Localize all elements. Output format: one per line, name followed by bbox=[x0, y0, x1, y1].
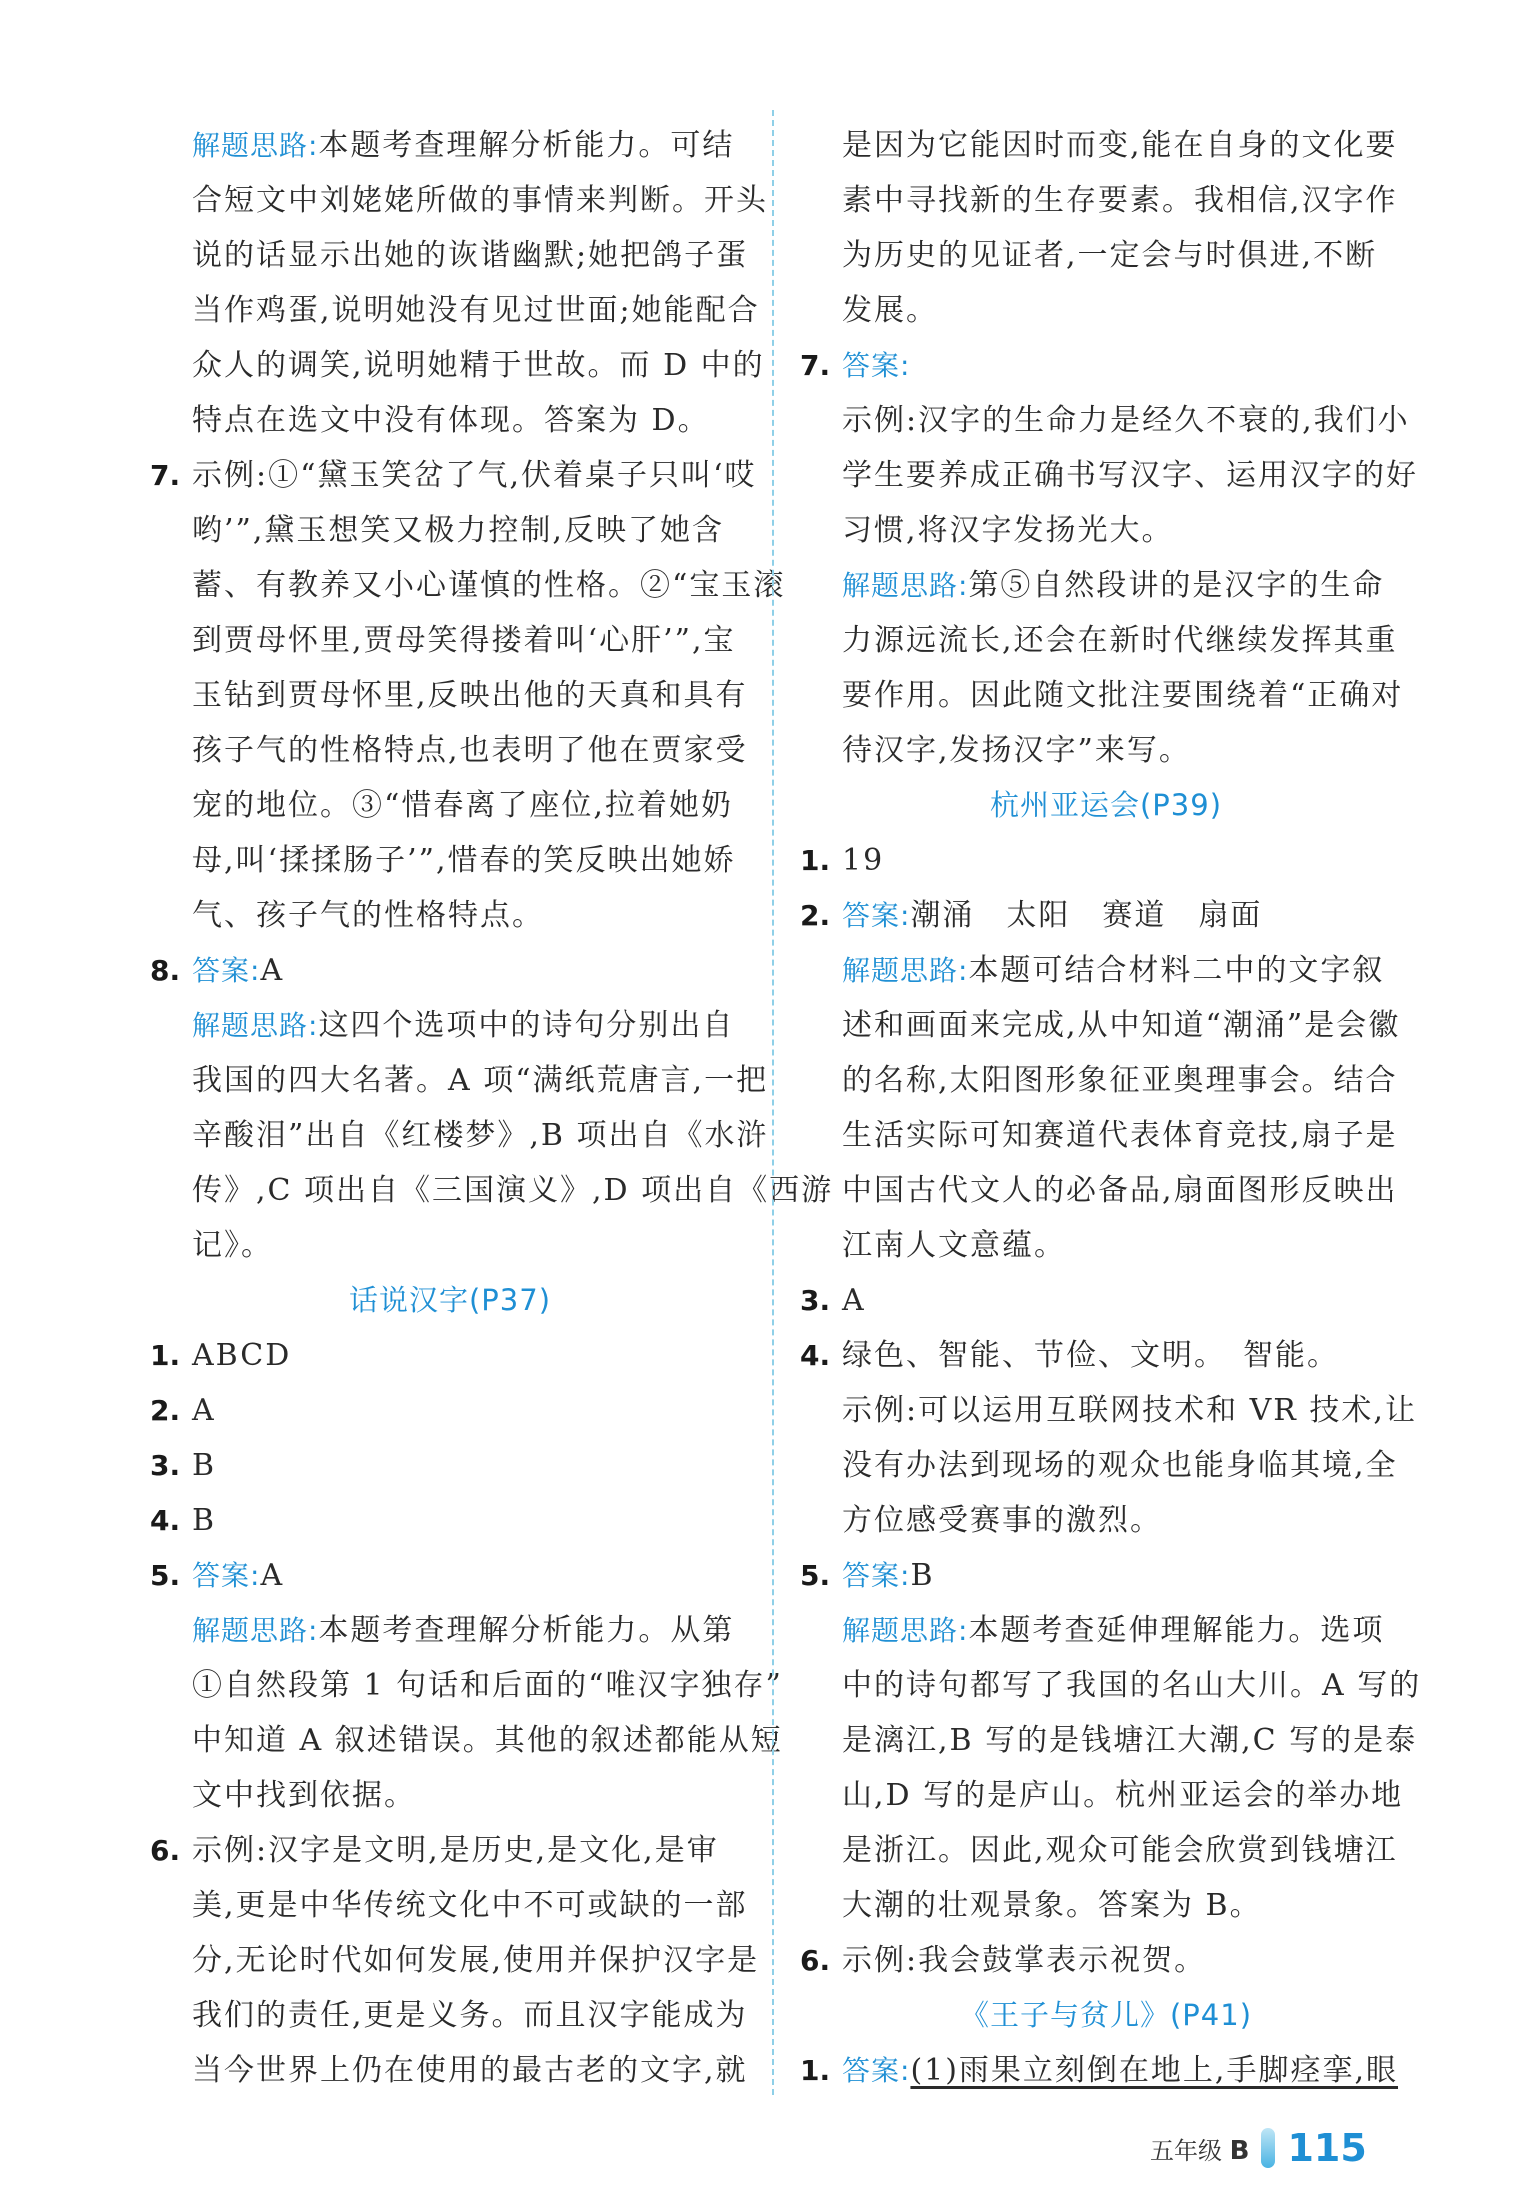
text-line bbox=[150, 1108, 769, 1163]
text-line bbox=[800, 1108, 1412, 1163]
text-line bbox=[800, 1603, 1412, 1658]
text-line bbox=[800, 613, 1412, 668]
line-text: 到贾母怀里,贾母笑得搂着叫‘心肝’”,宝 bbox=[192, 623, 736, 658]
line-text: 述和画面来完成,从中知道“潮涌”是会徽 bbox=[842, 1008, 1401, 1043]
line-text: 没有办法到现场的观众也能身临其境,全 bbox=[842, 1448, 1398, 1483]
text-line bbox=[800, 228, 1412, 283]
line-text: 示例:可以运用互联网技术和 VR 技术,让 bbox=[842, 1393, 1417, 1428]
question-line bbox=[800, 833, 1412, 888]
question-number: 3. bbox=[150, 1449, 181, 1482]
text-line bbox=[150, 1603, 750, 1658]
line-text: 要作用。因此随文批注要围绕着“正确对 bbox=[842, 678, 1404, 713]
line-text: 哟’”,黛玉想笑又极力控制,反映了她含 bbox=[192, 513, 724, 548]
line-text: A bbox=[192, 1393, 216, 1428]
text-line bbox=[150, 1053, 769, 1108]
text-line bbox=[150, 118, 750, 173]
text-line bbox=[800, 1768, 1412, 1823]
text-line bbox=[800, 503, 1412, 558]
line-text: 方位感受赛事的激烈。 bbox=[842, 1503, 1162, 1538]
line-text: 当作鸡蛋,说明她没有见过世面;她能配合 bbox=[192, 293, 760, 328]
line-text: 示例:汉字是文明,是历史,是文化,是审 bbox=[192, 1833, 719, 1868]
answer-label: 答案: bbox=[842, 1559, 911, 1592]
line-text: ABCD bbox=[192, 1338, 292, 1373]
question-number: 7. bbox=[800, 349, 831, 382]
question-number: 6. bbox=[800, 1944, 831, 1977]
line-text: 本题考查理解分析能力。从第 bbox=[318, 1613, 735, 1648]
line-text: 山,D 写的是庐山。杭州亚运会的举办地 bbox=[842, 1778, 1404, 1813]
column-divider bbox=[772, 110, 774, 2095]
line-text: 玉钻到贾母怀里,反映出他的天真和具有 bbox=[192, 678, 748, 713]
line-text: 本题可结合材料二中的文字叙 bbox=[968, 953, 1385, 988]
text-line bbox=[800, 283, 1412, 338]
text-line bbox=[800, 668, 1412, 723]
line-text: 是浙江。因此,观众可能会欣赏到钱塘江 bbox=[842, 1833, 1398, 1868]
text-line bbox=[150, 1658, 783, 1713]
section-title: 杭州亚运会(P39) bbox=[989, 788, 1223, 822]
page-number: 115 bbox=[1287, 2126, 1367, 2170]
text-line bbox=[150, 283, 760, 338]
line-text: 绿色、智能、节俭、文明。 智能。 bbox=[842, 1338, 1339, 1373]
question-number: 4. bbox=[800, 1339, 831, 1372]
text-line bbox=[800, 1823, 1412, 1878]
line-text: 记》。 bbox=[192, 1228, 273, 1263]
line-text: 的名称,太阳图形象征亚奥理事会。结合 bbox=[842, 1063, 1398, 1098]
line-text: 习惯,将汉字发扬光大。 bbox=[842, 513, 1174, 548]
line-text: 本题考查延伸理解能力。选项 bbox=[968, 1613, 1385, 1648]
text-line bbox=[150, 1988, 750, 2043]
text-line bbox=[150, 173, 768, 228]
line-text: 蓄、有教养又小心谨慎的性格。②“宝玉滚 bbox=[192, 568, 786, 603]
line-text: 母,叫‘揉揉肠子’”,惜春的笑反映出她娇 bbox=[192, 843, 736, 878]
text-line bbox=[800, 1438, 1412, 1493]
question-line bbox=[800, 338, 1412, 393]
line-text: 特点在选文中没有体现。答案为 D。 bbox=[192, 403, 710, 438]
question-line bbox=[150, 1328, 750, 1383]
series-letter: B bbox=[1229, 2135, 1250, 2166]
line-text: 是因为它能因时而变,能在自身的文化要 bbox=[842, 128, 1398, 163]
text-line bbox=[800, 1878, 1412, 1933]
text-line bbox=[800, 998, 1412, 1053]
line-text: 江南人文意蕴。 bbox=[842, 1228, 1066, 1263]
text-line bbox=[800, 448, 1418, 503]
line-text: 这四个选项中的诗句分别出自 bbox=[318, 1008, 735, 1043]
line-text: 孩子气的性格特点,也表明了他在贾家受 bbox=[192, 733, 748, 768]
line-text: A bbox=[260, 953, 285, 988]
section-title: 《王子与贫儿》(P41) bbox=[959, 1998, 1253, 2032]
line-text: 当今世界上仍在使用的最古老的文字,就 bbox=[192, 2053, 748, 2088]
question-number: 1. bbox=[800, 844, 831, 877]
answer-label: 答案: bbox=[192, 1559, 261, 1592]
line-text: 19 bbox=[842, 843, 885, 878]
text-line bbox=[800, 1053, 1412, 1108]
line-text: 气、孩子气的性格特点。 bbox=[192, 898, 544, 933]
line-text: (1)雨果立刻倒在地上,手脚痉挛,眼 bbox=[910, 2053, 1399, 2088]
text-line bbox=[800, 1163, 1412, 1218]
solution-label: 解题思路: bbox=[192, 129, 319, 162]
line-text: 说的话显示出她的诙谐幽默;她把鸽子蛋 bbox=[192, 238, 749, 273]
line-text: 众人的调笑,说明她精于世故。而 D 中的 bbox=[192, 348, 765, 383]
text-line bbox=[800, 173, 1412, 228]
question-line bbox=[800, 1548, 1412, 1603]
text-line bbox=[150, 723, 750, 778]
text-line bbox=[150, 613, 750, 668]
solution-label: 解题思路: bbox=[842, 569, 969, 602]
text-line bbox=[150, 1768, 750, 1823]
line-text: B bbox=[192, 1503, 217, 1538]
text-line bbox=[800, 558, 1412, 613]
question-line bbox=[150, 1548, 750, 1603]
question-number: 1. bbox=[800, 2054, 831, 2087]
line-text: 合短文中刘姥姥所做的事情来判断。开头 bbox=[192, 183, 768, 218]
line-text: A bbox=[260, 1558, 285, 1593]
text-line bbox=[150, 778, 750, 833]
line-text: 传》,C 项出自《三国演义》,D 项出自《西游 bbox=[192, 1173, 834, 1208]
grade-label bbox=[1150, 2131, 1249, 2166]
line-text: 文中找到依据。 bbox=[192, 1778, 416, 1813]
question-number: 2. bbox=[800, 899, 831, 932]
bookmark-icon bbox=[1261, 2128, 1275, 2168]
question-line bbox=[150, 1823, 750, 1878]
line-text: 素中寻找新的生存要素。我相信,汉字作 bbox=[842, 183, 1398, 218]
text-line bbox=[800, 118, 1412, 173]
answer-label: 答案: bbox=[842, 2054, 911, 2087]
text-line bbox=[150, 998, 750, 1053]
text-line bbox=[800, 1383, 1417, 1438]
grade-text: 五年级 bbox=[1150, 2136, 1222, 2165]
line-text: 中国古代文人的必备品,扇面图形反映出 bbox=[842, 1173, 1398, 1208]
line-text: 为历史的见证者,一定会与时俱进,不断 bbox=[842, 238, 1378, 273]
text-line bbox=[800, 393, 1412, 448]
question-number: 5. bbox=[800, 1559, 831, 1592]
question-number: 4. bbox=[150, 1504, 181, 1537]
question-number: 8. bbox=[150, 954, 181, 987]
answer-label: 答案: bbox=[842, 349, 911, 382]
question-number: 5. bbox=[150, 1559, 181, 1592]
solution-label: 解题思路: bbox=[192, 1614, 319, 1647]
line-text: 是漓江,B 写的是钱塘江大潮,C 写的是泰 bbox=[842, 1723, 1418, 1758]
line-text: 分,无论时代如何发展,使用并保护汉字是 bbox=[192, 1943, 760, 1978]
text-line bbox=[150, 393, 750, 448]
question-line bbox=[150, 943, 750, 998]
line-text: 示例:①“黛玉笑岔了气,伏着桌子只叫‘哎 bbox=[192, 458, 757, 493]
text-line bbox=[150, 833, 750, 888]
text-line bbox=[150, 1163, 834, 1218]
question-number: 1. bbox=[150, 1339, 181, 1372]
line-text: 第⑤自然段讲的是汉字的生命 bbox=[968, 568, 1385, 603]
text-line bbox=[800, 1713, 1418, 1768]
line-text: 力源远流长,还会在新时代继续发挥其重 bbox=[842, 623, 1398, 658]
question-line bbox=[150, 1383, 750, 1438]
line-text: 辛酸泪”出自《红楼梦》,B 项出自《水浒 bbox=[192, 1118, 769, 1153]
line-text: A bbox=[842, 1283, 866, 1318]
line-text: B bbox=[192, 1448, 217, 1483]
line-text: 大潮的壮观景象。答案为 B。 bbox=[842, 1888, 1262, 1923]
text-line bbox=[150, 338, 765, 393]
page-footer bbox=[1150, 2123, 1367, 2173]
text-line bbox=[150, 1878, 750, 1933]
solution-label: 解题思路: bbox=[842, 954, 969, 987]
question-number: 2. bbox=[150, 1394, 181, 1427]
text-line bbox=[800, 943, 1412, 998]
line-text: 生活实际可知赛道代表体育竞技,扇子是 bbox=[842, 1118, 1398, 1153]
right-column bbox=[800, 118, 1422, 2098]
section-title: 话说汉字(P37) bbox=[348, 1283, 552, 1317]
text-line bbox=[150, 2043, 750, 2098]
line-text: 本题考查理解分析能力。可结 bbox=[318, 128, 735, 163]
line-text: 我国的四大名著。A 项“满纸荒唐言,一把 bbox=[192, 1063, 769, 1098]
answer-label: 答案: bbox=[842, 899, 911, 932]
text-line bbox=[150, 503, 750, 558]
text-line bbox=[150, 668, 750, 723]
line-text: 宠的地位。③“惜春离了座位,拉着她奶 bbox=[192, 788, 733, 823]
question-number: 6. bbox=[150, 1834, 181, 1867]
question-line bbox=[150, 448, 757, 503]
text-line bbox=[800, 1218, 1412, 1273]
question-line bbox=[800, 1273, 1412, 1328]
line-text: ①自然段第 1 句话和后面的“唯汉字独存” bbox=[192, 1668, 783, 1703]
question-line bbox=[800, 1328, 1412, 1383]
question-line bbox=[800, 888, 1412, 943]
solution-label: 解题思路: bbox=[842, 1614, 969, 1647]
question-line bbox=[800, 1933, 1412, 1988]
answer-label: 答案: bbox=[192, 954, 261, 987]
line-text: 学生要养成正确书写汉字、运用汉字的好 bbox=[842, 458, 1418, 493]
text-line bbox=[800, 1658, 1422, 1713]
line-text: B bbox=[910, 1558, 935, 1593]
question-number: 3. bbox=[800, 1284, 831, 1317]
line-text: 潮涌 太阳 赛道 扇面 bbox=[910, 898, 1263, 933]
line-text: 待汉字,发扬汉字”来写。 bbox=[842, 733, 1191, 768]
line-text: 我们的责任,更是义务。而且汉字能成为 bbox=[192, 1998, 748, 2033]
line-text: 发展。 bbox=[842, 293, 938, 328]
question-line bbox=[150, 1493, 750, 1548]
question-number: 7. bbox=[150, 459, 181, 492]
text-line bbox=[800, 1493, 1412, 1548]
text-line bbox=[150, 1933, 760, 1988]
line-text: 示例:我会鼓掌表示祝贺。 bbox=[842, 1943, 1207, 1978]
text-line bbox=[150, 1218, 750, 1273]
text-line bbox=[150, 228, 750, 283]
text-line bbox=[150, 558, 786, 613]
line-text: 示例:汉字的生命力是经久不衰的,我们小 bbox=[842, 403, 1410, 438]
text-line bbox=[150, 1713, 783, 1768]
left-column bbox=[150, 118, 834, 2098]
question-line bbox=[150, 1438, 750, 1493]
solution-label: 解题思路: bbox=[192, 1009, 319, 1042]
line-text: 中知道 A 叙述错误。其他的叙述都能从短 bbox=[192, 1723, 783, 1758]
text-line bbox=[150, 888, 750, 943]
text-line bbox=[800, 723, 1412, 778]
line-text: 中的诗句都写了我国的名山大川。A 写的 bbox=[842, 1668, 1422, 1703]
line-text: 美,更是中华传统文化中不可或缺的一部 bbox=[192, 1888, 748, 1923]
question-line bbox=[800, 2043, 1412, 2098]
